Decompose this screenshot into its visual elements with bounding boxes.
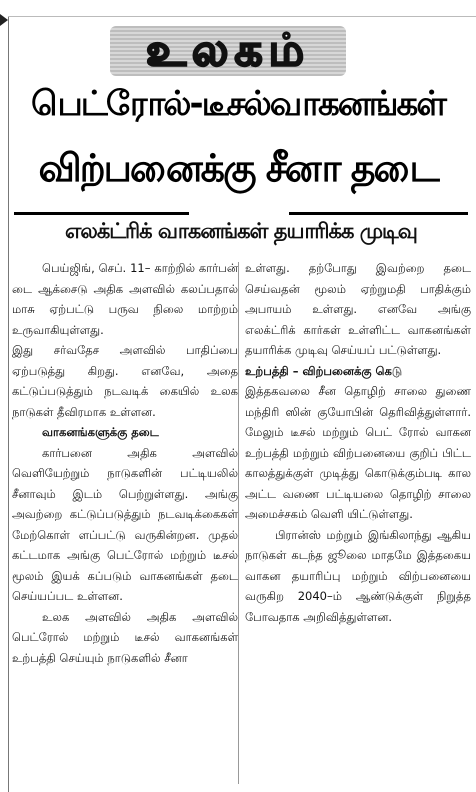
section-kicker	[110, 26, 346, 76]
subheadline-rule	[14, 212, 468, 215]
paragraph: உள்ளது. தற்போது இவற்றை தடை செய்வதன் மூலம் ஏற்றுமதி பாதிக்கும் அபாயம் உள்ளது. எனவே அங்கு எலக்ட்ரிக் கார்கள் உள்ளிட்ட வாகனங்கள் தயாரிக்க முடிவு செய்யப் பட்டுள்ளது.	[245, 261, 471, 357]
headline-line-1: பெட்ரோல்-டீசல்வாகனங்கள்	[31, 84, 445, 124]
headline-line-2: விற்பனைக்கு சீனா தடை	[38, 146, 438, 190]
paragraph: இது சர்வதேச அளவில் பாதிப்பை ஏற்படுத்து கிறது. எனவே, அதை கட்டுப்படுத்தும் நடவடிக் கையில் உலக நாடுகள் தீவிரமாக உள்ளன.	[12, 343, 238, 419]
paragraph: வாகனங்களுக்கு தடை	[42, 425, 159, 439]
paragraph: உற்பத்தி – விற்பனைக்கு கெடு	[245, 363, 403, 378]
frame-rule-left	[8, 16, 9, 792]
paragraph: கார்பனை அதிக அளவில் வெளியேற்றும் நாடுகளின் பட்டியலில் சீனாவும் இடம் பெற்றுள்ளது. அங்கு அவற்றை கட்டுப்படுத்தும் நடவடிக்கைகள் மேற்கொள் ளப்பட்டு வருகின்றன. முதல் கட்டமாக அங்கு பெட்ரோல் மற்றும் டீசல் மூலம் இயக் கப்படும் வாகனங்கள் தடை செய்யப்பட உள்ளன.	[12, 445, 238, 603]
paragraph: இத்தகவலை சீன தொழிற் சாலை துணை மந்திரி ஸின் குயோபின் தெரிவித்துள்ளார். மேலும் டீசல் மற்றும் பெட் ரோல் வாகன உற்பத்தி மற்றும் விற்பனையை குறிப் பிட்ட காலத்துக்குள் முடித்து கொடுக்கும்படி கால அட்ட வணை பட்டியலை தொழிற் சாலை அமைச்சகம் வெளி யிட்டுள்ளது.	[245, 384, 471, 521]
corner-arrow-icon	[0, 14, 8, 26]
article-column-right	[245, 258, 471, 627]
subheadline: எலக்ட்ரிக் வாகனங்கள் தயாரிக்க முடிவு	[65, 219, 417, 243]
article-column-left	[12, 258, 238, 668]
section-title: உலகம்	[146, 25, 310, 76]
paragraph: பிரான்ஸ் மற்றும் இங்கிலாந்து ஆகிய நாடுகள் கடந்த ஜூலை மாதமே இத்தகைய வாகன தயாரிப்பு மற்றும் விற்பனையை வருகிற 2040–ம் ஆண்டுக்குள் நிறுத்த போவதாக அறிவித்துள்ளன.	[245, 527, 471, 624]
column-divider	[238, 262, 239, 784]
frame-rule-top	[8, 16, 476, 17]
paragraph: பெய்ஜிங், செப். 11– காற்றில் கார்பன் டை ஆக்சைடு அதிக அளவில் கலப்பதால் மாசு ஏற்பட்டு பருவ நிலை மாற்றம் உருவாகியுள்ளது.	[12, 261, 238, 337]
paragraph: உலக அளவில் அதிக அளவில் பெட்ரோல் மற்றும் டீசல் வாகனங்கள் உற்பத்தி செய்யும் நாடுகளில் சீனா	[12, 609, 238, 665]
